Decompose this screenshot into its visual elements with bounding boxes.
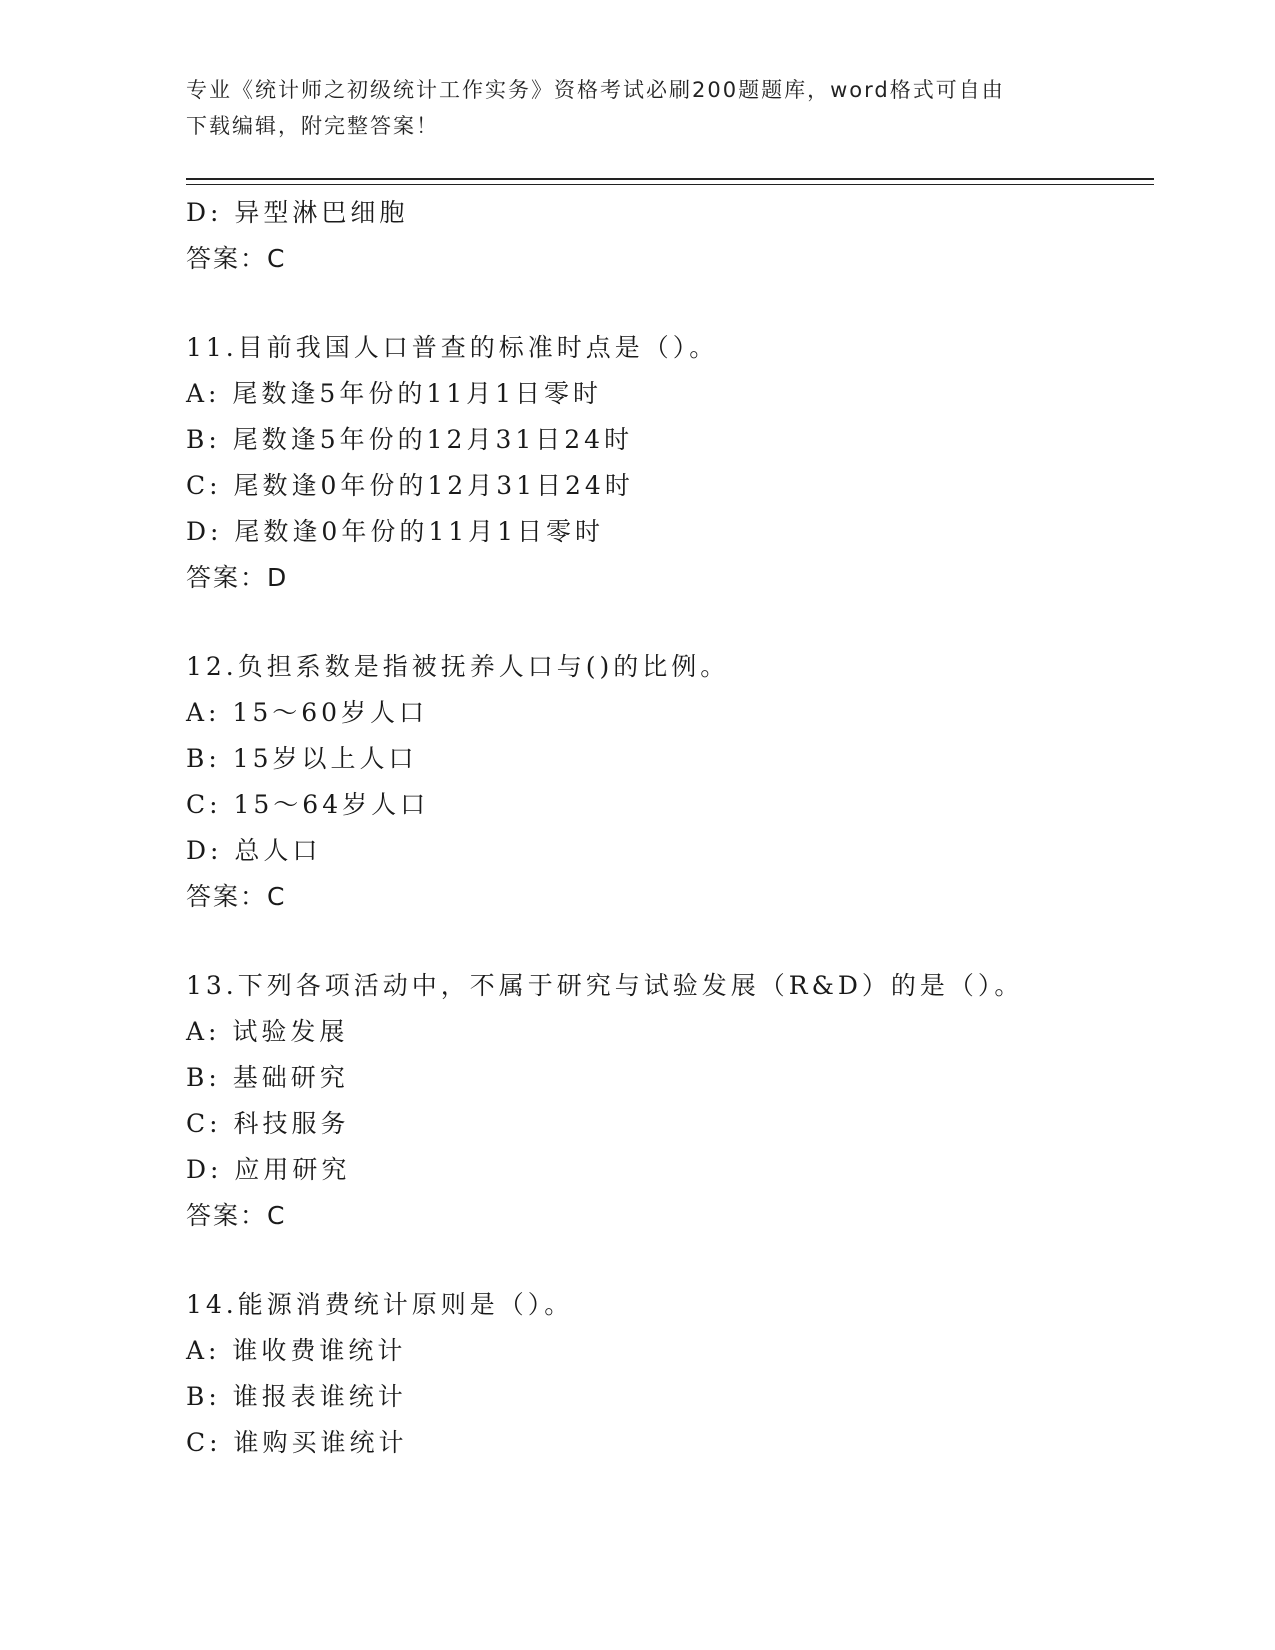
prev-answer: 答案：C	[186, 244, 287, 273]
question-13	[186, 963, 1146, 1239]
option-a: A: 15～60岁人口	[186, 698, 429, 727]
option-a: A: 试验发展	[186, 1017, 349, 1046]
question-stem: 14.能源消费统计原则是（）。	[186, 1290, 574, 1319]
option-d: D: 应用研究	[186, 1155, 351, 1184]
question-stem: 13.下列各项活动中，不属于研究与试验发展（R&D）的是（）。	[186, 971, 1024, 1000]
answer: 答案：D	[186, 563, 289, 592]
question-stem: 11.目前我国人口普查的标准时点是（）。	[186, 333, 719, 362]
option-a: A: 谁收费谁统计	[186, 1336, 407, 1365]
question-list	[186, 190, 1146, 1466]
spacer	[186, 920, 1146, 963]
spacer	[186, 282, 1146, 325]
option-d: D: 总人口	[186, 836, 322, 865]
question-stem: 12.负担系数是指被抚养人口与()的比例。	[186, 652, 730, 681]
option-c: C: 15～64岁人口	[186, 790, 430, 819]
spacer	[186, 1239, 1146, 1282]
option-b: B: 15岁以上人口	[186, 744, 418, 773]
option-b: B: 谁报表谁统计	[186, 1382, 407, 1411]
answer: 答案：C	[186, 1201, 287, 1230]
spacer	[186, 601, 1146, 644]
prev-option-d: D: 异型淋巴细胞	[186, 198, 409, 227]
header-divider-thick	[186, 178, 1154, 180]
option-c: C: 谁购买谁统计	[186, 1428, 408, 1457]
option-b: B: 基础研究	[186, 1063, 349, 1092]
option-b: B: 尾数逢5年份的12月31日24时	[186, 425, 634, 454]
option-c: C: 科技服务	[186, 1109, 350, 1138]
question-11	[186, 325, 1146, 601]
header-line-1: 专业《统计师之初级统计工作实务》资格考试必刷200题题库，word格式可自由	[186, 78, 1005, 102]
option-a: A: 尾数逢5年份的11月1日零时	[186, 379, 603, 408]
header-line-2: 下载编辑，附完整答案！	[186, 114, 439, 138]
answer: 答案：C	[186, 882, 287, 911]
document-header	[186, 72, 1086, 144]
option-d: D: 尾数逢0年份的11月1日零时	[186, 517, 605, 546]
option-c: C: 尾数逢0年份的12月31日24时	[186, 471, 634, 500]
question-14	[186, 1282, 1146, 1466]
header-divider-thin	[186, 184, 1154, 185]
question-12	[186, 644, 1146, 920]
